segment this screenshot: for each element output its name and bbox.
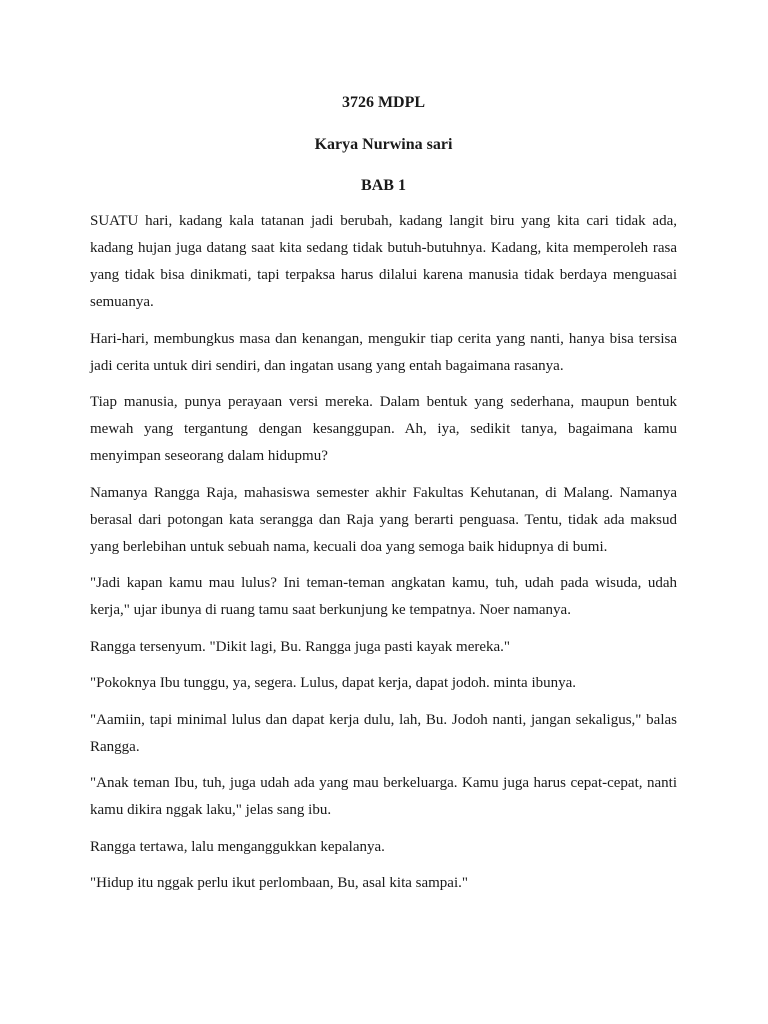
paragraph-9: "Anak teman Ibu, tuh, juga udah ada yang mau berkeluarga. Kamu juga harus cepat-cepat, nanti kamu dikira nggak laku," jelas sang ibu.	[90, 775, 677, 818]
paragraph-3: Tiap manusia, punya perayaan versi mereka. Dalam bentuk yang sederhana, maupun bentuk mewah yang tergantung dengan kesanggupan. Ah, iya, sedikit tanya, bagaimana kamu menyimpan seseorang dalam hidupmu?	[90, 394, 677, 464]
document-title: 3726 MDPL	[341, 94, 426, 111]
paragraph-2: Hari-hari, membungkus masa dan kenangan, mengukir tiap cerita yang nanti, hanya bisa tersisa jadi cerita untuk diri sendiri, dan ingatan usang yang entah bagaimana rasanya.	[90, 330, 677, 374]
paragraph-7: "Pokoknya Ibu tunggu, ya, segera. Lulus, dapat kerja, dapat jodoh. minta ibunya.	[90, 675, 577, 691]
paragraph-6: Rangga tersenyum. "Dikit lagi, Bu. Rangga juga pasti kayak mereka."	[90, 638, 511, 655]
paragraph-4: Namanya Rangga Raja, mahasiswa semester akhir Fakultas Kehutanan, di Malang. Namanya berasal dari potongan kata serangga dan Raja yang berarti penguasa. Tentu, tidak ada maksud yang berlebihan untuk sebuah nama, kecuali doa yang semoga baik hidupnya di bumi.	[90, 484, 677, 555]
paragraph-8: "Aamiin, tapi minimal lulus dan dapat kerja dulu, lah, Bu. Jodoh nanti, jangan sekaligus," balas Rangga.	[90, 711, 677, 755]
paragraph-11: "Hidup itu nggak perlu ikut perlombaan, Bu, asal kita sampai."	[90, 875, 469, 891]
paragraph-10: Rangga tertawa, lalu menganggukkan kepalanya.	[90, 838, 385, 855]
paragraph-1: SUATU hari, kadang kala tatanan jadi berubah, kadang langit biru yang kita cari tidak ada, kadang hujan juga datang saat kita sedang tidak butuh-butuhnya. Kadang, kita memperoleh rasa yang tidak bisa dinikmati, tapi terpaksa harus dilalui karena manusia tidak berdaya menguasai semuanya.	[90, 213, 677, 310]
chapter-heading: BAB 1	[361, 177, 406, 194]
author-line: Karya Nurwina sari	[314, 135, 453, 153]
document-page	[90, 88, 677, 907]
paragraph-5: "Jadi kapan kamu mau lulus? Ini teman-teman angkatan kamu, tuh, udah pada wisuda, udah kerja," ujar ibunya di ruang tamu saat berkunjung ke tempatnya. Noer namanya.	[90, 575, 677, 618]
